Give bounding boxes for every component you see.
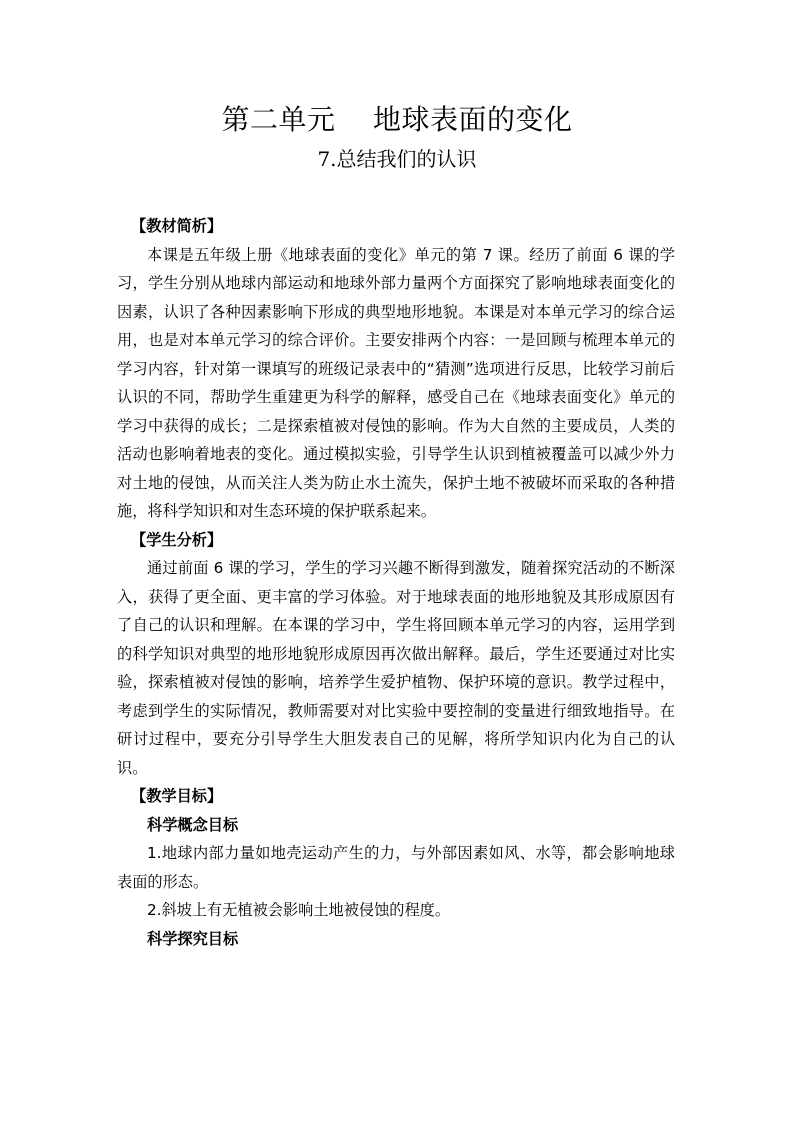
unit-title: 第二单元 地球表面的变化	[221, 103, 573, 136]
section-heading-goals: 【教学目标】	[131, 787, 223, 805]
goal-item-2: 2.斜坡上有无植被会影响土地被侵蚀的程度。	[147, 901, 451, 919]
goal-item-1: 1.地球内部力量如地壳运动产生的力，与外部因素如风、水等，都会影响地球表面的形态。	[117, 844, 675, 891]
students-paragraph: 通过前面 6 课的学习，学生的学习兴趣不断得到激发，随着探究活动的不断深入，获得了更全面、更丰富的学习体验。对于地球表面的地形地貌及其形成原因有了自己的认识和理解。在本课的学习中，学生将回顾本单元学习的内容，运用学到的科学知识对典型的地形地貌形成原因再次做出解释。最后，学生还要通过对比实验，探索植被对侵蚀的影响，培养学生爱护植物、保护环境的意识。教学过程中，考虑到学生的实际情况，教师需要对对比实验中要控制的变量进行细致地指导。在研讨过程中，要充分引导学生大胆发表自己的见解，将所学知识内化为自己的认识。	[117, 559, 675, 777]
lesson-subtitle: 7.总结我们的认识	[317, 147, 477, 171]
section-heading-material: 【教材简析】	[131, 217, 223, 235]
concept-goals-heading: 科学概念目标	[147, 815, 239, 834]
inquiry-goals-heading: 科学探究目标	[147, 929, 239, 948]
document-body	[117, 212, 675, 953]
section-heading-students: 【学生分析】	[131, 530, 223, 549]
material-paragraph: 本课是五年级上册《地球表面的变化》单元的第 7 课。经历了前面 6 课的学习，学生分别从地球内部运动和地球外部力量两个方面探究了影响地球表面变化的因素，认识了各种因素影响下形成的典型地形地貌。本课是对本单元学习的综合运用，也是对本单元学习的综合评价。主要安排两个内容：一是回顾与梳理本单元的学习内容，针对第一课填写的班级记录表中的“猜测”选项进行反思，比较学习前后认识的不同，帮助学生重建更为科学的解释，感受自己在《地球表面变化》单元的学习中获得的成长；二是探索植被对侵蚀的影响。作为大自然的主要成员，人类的活动也影响着地表的变化。通过模拟实验，引导学生认识到植被覆盖可以减少外力对土地的侵蚀，从而关注人类为防止水土流失，保护土地不被破坏而采取的各种措施，将科学知识和对生态环境的保护联系起来。	[117, 245, 675, 520]
